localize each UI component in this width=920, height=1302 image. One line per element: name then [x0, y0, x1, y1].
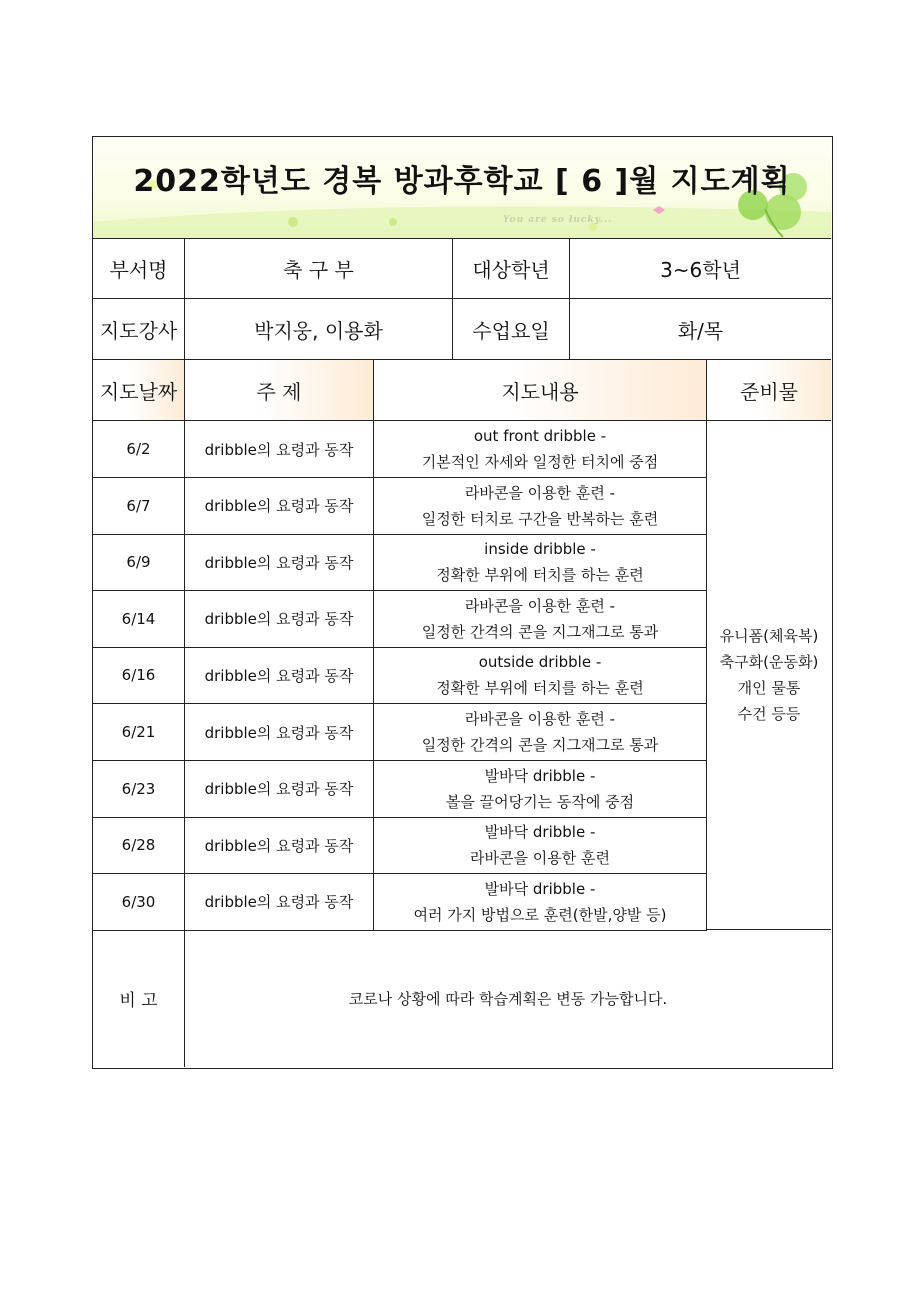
content-line: 정확한 부위에 터치를 하는 훈련 — [436, 679, 644, 698]
row-topic: dribble의 요령과 동작 — [185, 817, 374, 874]
content-line: inside dribble - — [484, 540, 596, 559]
row-topic: dribble의 요령과 동작 — [185, 478, 374, 535]
header-content: 지도내용 — [374, 360, 707, 421]
row-topic: dribble의 요령과 동작 — [185, 647, 374, 704]
row-content — [374, 534, 707, 591]
content-line: 기본적인 자세와 일정한 터치에 중점 — [421, 453, 659, 471]
row-topic: dribble의 요령과 동작 — [185, 704, 374, 761]
content-line: 발바닥 dribble - — [484, 766, 596, 785]
header-materials: 준비물 — [707, 360, 831, 421]
row-content — [374, 874, 707, 931]
header-topic: 주 제 — [185, 360, 374, 421]
row-date: 6/2 — [93, 421, 185, 478]
day-value: 화/목 — [570, 299, 831, 360]
row-content — [374, 704, 707, 761]
row-date: 6/21 — [93, 704, 185, 761]
content-line: 일정한 간격의 콘을 지그재그로 통과 — [421, 736, 659, 754]
content-line: 발바닥 dribble - — [484, 823, 596, 842]
grade-label: 대상학년 — [453, 239, 570, 299]
row-date: 6/30 — [93, 874, 185, 931]
content-line: 여러 가지 방법으로 훈련(한발,양발 등) — [413, 905, 667, 924]
dept-value: 축 구 부 — [185, 239, 453, 299]
dept-label: 부서명 — [93, 239, 185, 299]
content-line: 라바콘을 이용한 훈련 - — [464, 596, 616, 615]
row-date: 6/9 — [93, 534, 185, 591]
banner-text: You are so lucky... — [503, 215, 613, 225]
row-content — [374, 761, 707, 818]
content-line: 라바콘을 이용한 훈련 - — [464, 710, 616, 728]
teacher-value: 박지웅, 이용화 — [185, 299, 453, 360]
material-item: 개인 물통 — [737, 679, 801, 697]
content-line: outside dribble - — [478, 653, 602, 672]
row-topic: dribble의 요령과 동작 — [185, 761, 374, 818]
plan-table — [92, 136, 833, 1069]
content-line: 일정한 터치로 구간을 반복하는 훈련 — [421, 509, 659, 528]
header-date: 지도날짜 — [93, 360, 185, 421]
row-topic: dribble의 요령과 동작 — [185, 534, 374, 591]
row-date: 6/14 — [93, 591, 185, 648]
content-line: 볼을 끌어당기는 동작에 중점 — [445, 792, 635, 811]
row-topic: dribble의 요령과 동작 — [185, 421, 374, 478]
row-topic: dribble의 요령과 동작 — [185, 874, 374, 931]
grade-value: 3~6학년 — [570, 239, 831, 299]
content-line: 일정한 간격의 콘을 지그재그로 통과 — [421, 622, 659, 641]
row-content — [374, 817, 707, 874]
row-topic: dribble의 요령과 동작 — [185, 591, 374, 648]
row-date: 6/7 — [93, 478, 185, 535]
remark-label: 비 고 — [93, 930, 185, 1067]
material-item: 축구화(운동화) — [719, 653, 819, 671]
content-line: 라바콘을 이용한 훈련 - — [464, 483, 616, 502]
row-date: 6/23 — [93, 761, 185, 818]
row-content — [374, 591, 707, 648]
row-content — [374, 421, 707, 478]
day-label: 수업요일 — [453, 299, 570, 360]
materials-cell — [707, 421, 831, 930]
row-content — [374, 647, 707, 704]
remark-text: 코로나 상황에 따라 학습계획은 변동 가능합니다. — [348, 990, 668, 1008]
content-line: 라바콘을 이용한 훈련 — [470, 849, 610, 868]
content-line: 정확한 부위에 터치를 하는 훈련 — [436, 566, 644, 585]
material-item: 유니폼(체육복) — [719, 627, 819, 645]
teacher-label: 지도강사 — [93, 299, 185, 360]
row-content — [374, 478, 707, 535]
row-date: 6/28 — [93, 817, 185, 874]
title-banner — [93, 137, 831, 239]
content-line: out front dribble - — [473, 427, 607, 445]
content-line: 발바닥 dribble - — [484, 879, 596, 898]
row-date: 6/16 — [93, 647, 185, 704]
material-item: 수건 등등 — [737, 705, 801, 723]
document-title: 2022학년도 경복 방과후학교 [ 6 ]월 지도계획 — [133, 163, 791, 199]
